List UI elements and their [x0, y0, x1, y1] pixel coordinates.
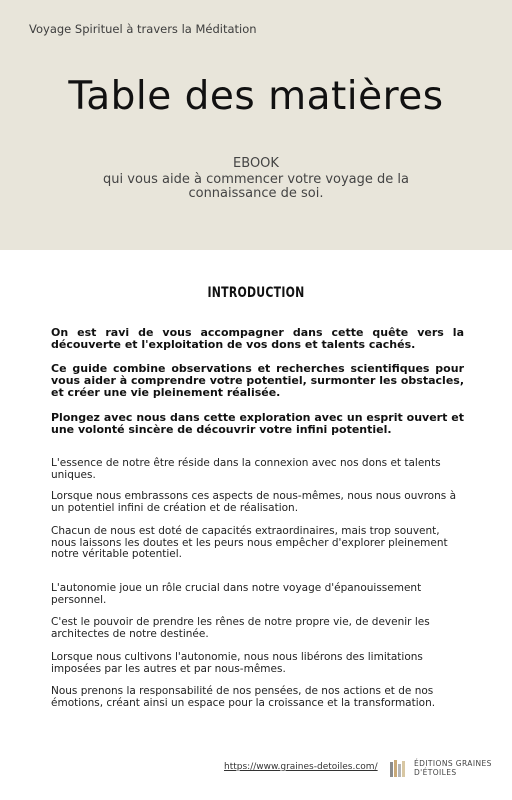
- body-paragraph: Lorsque nous cultivons l'autonomie, nous nous libérons des limitations imposées par les autres et par nous-mêmes.: [51, 651, 423, 675]
- body-paragraph: Chacun de nous est doté de capacités extraordinaires, mais trop souvent, nous laissons les doutes et les peurs nous empêcher d'explorer pleinement notre véritable potentiel.: [51, 525, 448, 561]
- body-paragraph: L'autonomie joue un rôle crucial dans notre voyage d'épanouissement personnel.: [51, 582, 422, 606]
- section-heading-introduction: INTRODUCTION: [207, 285, 305, 301]
- intro-bold-paragraph: On est ravi de vous accompagner dans cette quête vers la découverte et l'exploitation de vos dons et talents cachés.: [51, 326, 464, 352]
- publisher-logo-icon: [389, 760, 409, 777]
- body-paragraph: Nous prenons la responsabilité de nos pensées, de nos actions et de nos émotions, créant ainsi un espace pour la croissance et la transformation.: [51, 685, 436, 709]
- ebook-description: qui vous aide à commencer votre voyage de la connaissance de soi.: [103, 172, 409, 201]
- publisher-name-line1: ÉDITIONS GRAINES: [414, 759, 492, 768]
- website-link[interactable]: https://www.graines-detoiles.com/: [224, 762, 378, 772]
- body-paragraph: Lorsque nous embrassons ces aspects de nous-mêmes, nous nous ouvrons à un potentiel infini de création et de réalisation.: [51, 490, 456, 514]
- body-paragraph: L'essence de notre être réside dans la connexion avec nos dons et talents uniques.: [51, 457, 441, 481]
- intro-bold-paragraph: Ce guide combine observations et recherches scientifiques pour vous aider à comprendre votre potentiel, surmonter les obstacles, et créer une vie pleinement réalisée.: [51, 362, 465, 400]
- body-paragraph: C'est le pouvoir de prendre les rênes de notre propre vie, de devenir les architectes de notre destinée.: [51, 616, 430, 640]
- document-subtitle: Voyage Spirituel à travers la Méditation: [29, 22, 257, 36]
- publisher-name-line2: D'ÉTOILES: [414, 767, 457, 777]
- ebook-label: EBOOK: [233, 156, 279, 171]
- page-title: Table des matières: [68, 74, 444, 119]
- publisher-name: [414, 760, 504, 777]
- header-band: [0, 0, 512, 250]
- intro-bold-paragraph: Plongez avec nous dans cette exploration avec un esprit ouvert et une volonté sincère de découvrir votre infini potentiel.: [51, 411, 464, 437]
